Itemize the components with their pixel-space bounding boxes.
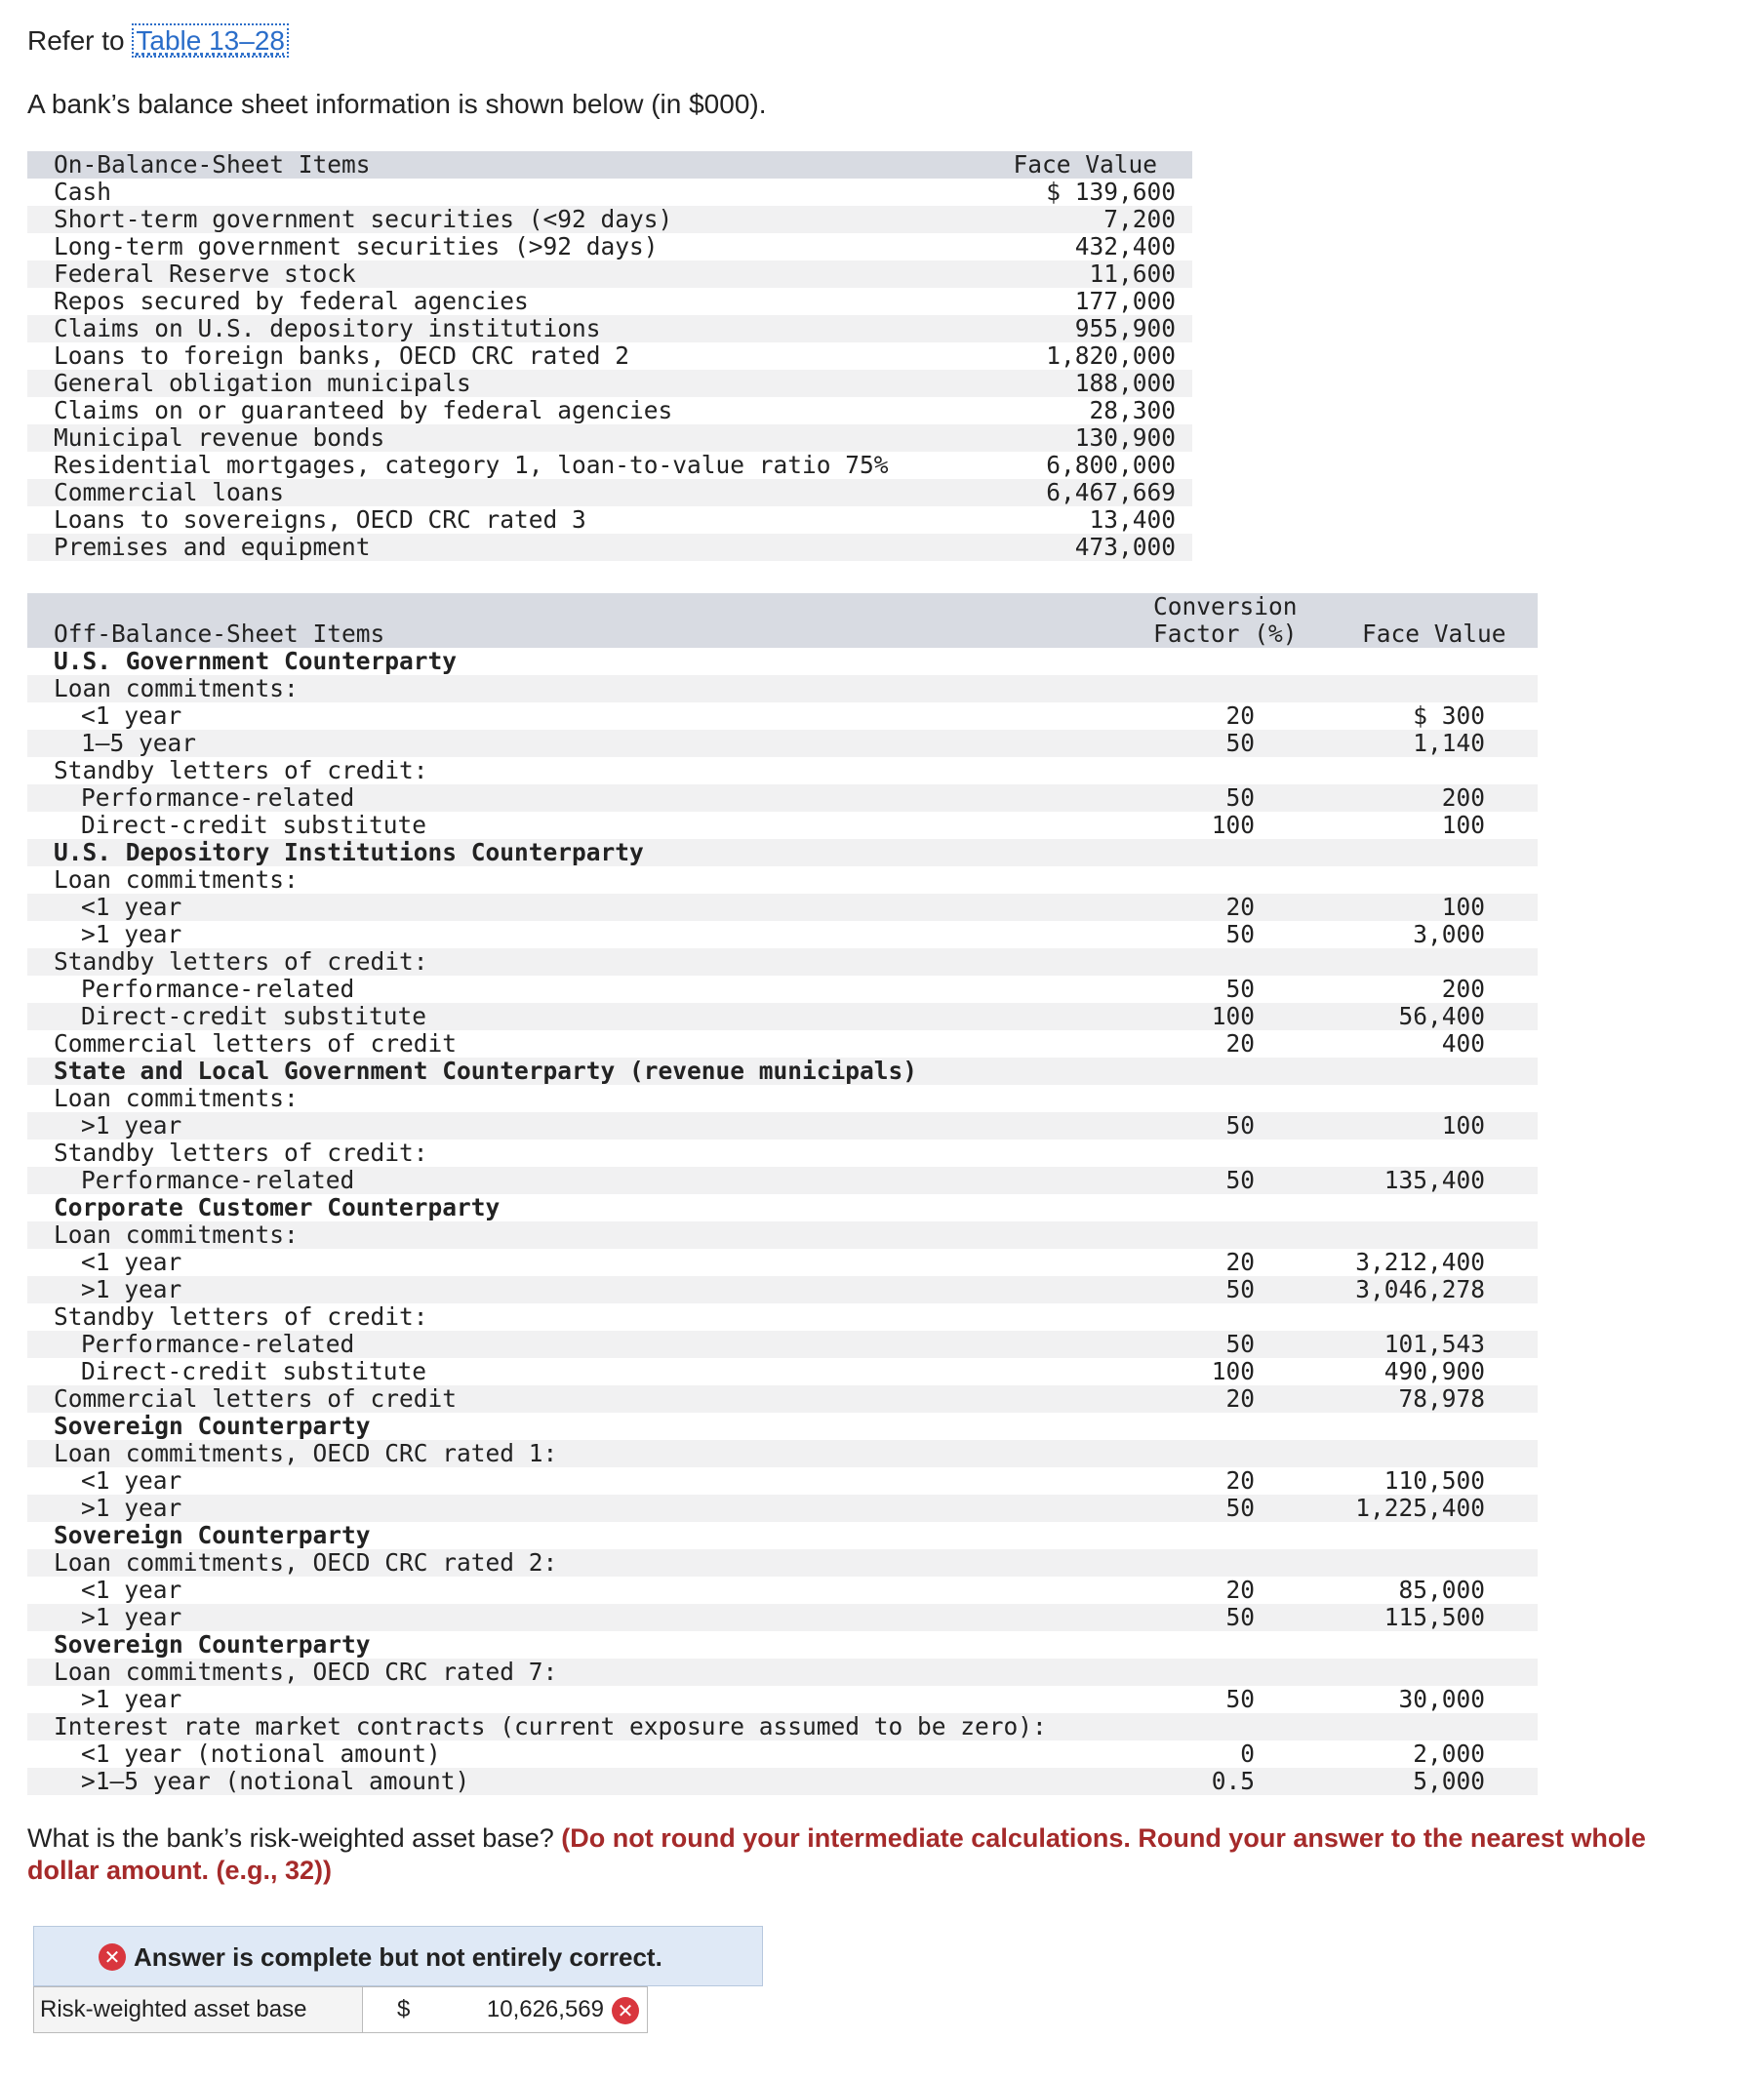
- off-balance-face-value: 1,225,400: [1355, 1494, 1485, 1522]
- off-balance-item-label: Performance-related: [81, 1330, 355, 1358]
- off-balance-item-label: Performance-related: [81, 783, 355, 812]
- off-balance-item-label: U.S. Government Counterparty: [54, 647, 458, 675]
- conversion-factor-header: Conversion Factor (%): [1153, 592, 1298, 648]
- off-balance-face-value: 200: [1441, 975, 1485, 1003]
- conversion-factor-value: 100: [1211, 1357, 1255, 1385]
- conversion-factor-value: 50: [1225, 1275, 1255, 1303]
- off-balance-row: [27, 812, 1538, 839]
- answer-label: Risk-weighted asset base: [33, 1986, 363, 2033]
- off-balance-item-label: Standby letters of credit:: [54, 1139, 428, 1167]
- off-balance-item-label: Loan commitments:: [54, 865, 299, 894]
- conversion-factor-value: 0.5: [1211, 1767, 1255, 1795]
- off-balance-face-value: $ 300: [1413, 701, 1485, 730]
- off-balance-item-label: >1 year: [81, 1603, 182, 1631]
- off-balance-item-label: Standby letters of credit:: [54, 756, 428, 784]
- off-balance-item-label: State and Local Government Counterparty (revenue municipals): [54, 1057, 918, 1085]
- off-balance-face-value: 100: [1441, 811, 1485, 839]
- off-balance-item-label: <1 year: [81, 1248, 182, 1276]
- off-balance-face-value-header: Face Value: [1362, 620, 1506, 648]
- off-balance-item-label: <1 year: [81, 1466, 182, 1495]
- off-balance-item-label: Direct-credit substitute: [81, 811, 427, 839]
- off-balance-row: [27, 1358, 1538, 1385]
- off-balance-row: [27, 921, 1538, 948]
- conversion-factor-value: 20: [1225, 893, 1255, 921]
- off-balance-row: [27, 1740, 1538, 1768]
- off-balance-face-value: 135,400: [1383, 1166, 1485, 1194]
- off-balance-row: [27, 702, 1538, 730]
- on-balance-item-label: Loans to sovereigns, OECD CRC rated 3: [54, 505, 586, 534]
- off-balance-face-value: 78,978: [1398, 1384, 1485, 1413]
- off-balance-item-label: Loan commitments, OECD CRC rated 1:: [54, 1439, 558, 1467]
- off-balance-section-heading: [27, 1522, 1538, 1549]
- off-balance-row: [27, 1276, 1538, 1303]
- on-balance-item-label: Commercial loans: [54, 478, 285, 506]
- on-balance-item-label: Claims on or guaranteed by federal agencies: [54, 396, 673, 424]
- intro-line: [27, 21, 289, 60]
- on-balance-item-value: 473,000: [1074, 533, 1176, 561]
- on-balance-item-label: Premises and equipment: [54, 533, 371, 561]
- on-balance-header: [27, 151, 1192, 179]
- conversion-factor-value: 20: [1225, 1576, 1255, 1604]
- off-balance-row: [27, 1768, 1538, 1795]
- conversion-factor-value: 20: [1225, 1248, 1255, 1276]
- on-balance-item-label: Residential mortgages, category 1, loan-to-value ratio 75%: [54, 451, 889, 479]
- off-balance-item-label: Commercial letters of credit: [54, 1029, 458, 1058]
- on-balance-row: [27, 233, 1192, 260]
- off-balance-section-heading: [27, 1194, 1538, 1221]
- currency-symbol: $: [397, 1996, 411, 2022]
- on-balance-row: [27, 506, 1192, 534]
- off-balance-section-heading: [27, 648, 1538, 675]
- off-balance-row: [27, 1713, 1538, 1740]
- result-status-text: Answer is complete but not entirely correct.: [134, 1942, 662, 1972]
- off-balance-face-value: 30,000: [1398, 1685, 1485, 1713]
- conversion-factor-value: 100: [1211, 811, 1255, 839]
- off-balance-row: [27, 1112, 1538, 1140]
- conversion-factor-value: 50: [1225, 975, 1255, 1003]
- off-balance-item-label: Standby letters of credit:: [54, 947, 428, 976]
- on-balance-item-value: 177,000: [1074, 287, 1176, 315]
- off-balance-face-value: 3,046,278: [1355, 1275, 1485, 1303]
- off-balance-section-heading: [27, 839, 1538, 866]
- on-balance-row: [27, 397, 1192, 424]
- on-balance-item-label: Cash: [54, 178, 112, 206]
- on-balance-row: [27, 452, 1192, 479]
- conversion-factor-value: 50: [1225, 729, 1255, 757]
- off-balance-item-label: Performance-related: [81, 1166, 355, 1194]
- off-balance-item-label: Corporate Customer Counterparty: [54, 1193, 501, 1221]
- on-balance-item-value: 1,820,000: [1046, 341, 1176, 370]
- off-balance-row: [27, 1577, 1538, 1604]
- conversion-factor-value: 50: [1225, 1166, 1255, 1194]
- off-balance-item-label: >1 year: [81, 1275, 182, 1303]
- off-balance-item-label: <1 year: [81, 1576, 182, 1604]
- on-balance-item-label: Federal Reserve stock: [54, 260, 356, 288]
- off-balance-face-value: 3,212,400: [1355, 1248, 1485, 1276]
- off-balance-item-label: Loan commitments:: [54, 674, 299, 702]
- off-balance-item-label: >1 year: [81, 1111, 182, 1140]
- incorrect-icon: ✕: [612, 1997, 639, 2024]
- off-balance-face-value: 100: [1441, 893, 1485, 921]
- on-balance-table: [27, 151, 1192, 561]
- on-balance-item-label: Repos secured by federal agencies: [54, 287, 529, 315]
- off-balance-row: [27, 976, 1538, 1003]
- off-balance-item-label: <1 year: [81, 701, 182, 730]
- off-balance-item-label: >1 year: [81, 1685, 182, 1713]
- on-balance-row: [27, 315, 1192, 342]
- on-balance-item-value: 188,000: [1074, 369, 1176, 397]
- intro-prefix: Refer to: [27, 25, 133, 56]
- on-balance-row: [27, 534, 1192, 561]
- off-balance-item-label: Direct-credit substitute: [81, 1002, 427, 1030]
- on-balance-item-label: Long-term government securities (>92 days): [54, 232, 659, 260]
- off-balance-row: [27, 1467, 1538, 1495]
- off-balance-item-label: <1 year: [81, 893, 182, 921]
- off-balance-face-value: 115,500: [1383, 1603, 1485, 1631]
- conversion-factor-value: 50: [1225, 1494, 1255, 1522]
- on-balance-header-label: On-Balance-Sheet Items: [54, 150, 371, 179]
- on-balance-item-value: 130,900: [1074, 423, 1176, 452]
- conversion-factor-value: 50: [1225, 1685, 1255, 1713]
- on-balance-item-label: Short-term government securities (<92 days): [54, 205, 673, 233]
- answer-value: 10,626,569: [486, 1996, 604, 2022]
- off-balance-row: [27, 1331, 1538, 1358]
- off-balance-item-label: Loan commitments, OECD CRC rated 7:: [54, 1658, 558, 1686]
- off-balance-item-label: Sovereign Counterparty: [54, 1412, 371, 1440]
- off-balance-face-value: 100: [1441, 1111, 1485, 1140]
- off-balance-row: [27, 1030, 1538, 1058]
- x-circle-icon: ✕: [99, 1943, 126, 1971]
- on-balance-row: [27, 424, 1192, 452]
- on-balance-item-label: General obligation municipals: [54, 369, 471, 397]
- off-balance-face-value: 56,400: [1398, 1002, 1485, 1030]
- off-balance-row: [27, 1221, 1538, 1249]
- off-balance-row: [27, 1167, 1538, 1194]
- on-balance-item-value: 7,200: [1103, 205, 1176, 233]
- conversion-factor-value: 50: [1225, 920, 1255, 948]
- off-balance-row: [27, 1440, 1538, 1467]
- on-balance-header-value: Face Value: [1013, 150, 1157, 179]
- on-balance-item-label: Loans to foreign banks, OECD CRC rated 2: [54, 341, 630, 370]
- off-balance-row: [27, 675, 1538, 702]
- subtitle: A bank’s balance sheet information is shown below (in $000).: [27, 89, 767, 119]
- result-status-banner: [33, 1926, 763, 1986]
- off-balance-item-label: >1–5 year (notional amount): [81, 1767, 470, 1795]
- off-balance-row: [27, 1303, 1538, 1331]
- on-balance-item-value: 13,400: [1089, 505, 1176, 534]
- conversion-factor-value: 20: [1225, 1466, 1255, 1495]
- off-balance-face-value: 85,000: [1398, 1576, 1485, 1604]
- off-balance-face-value: 200: [1441, 783, 1485, 812]
- off-balance-face-value: 3,000: [1413, 920, 1485, 948]
- on-balance-item-value: 432,400: [1074, 232, 1176, 260]
- answer-input[interactable]: [363, 1986, 648, 2033]
- off-balance-item-label: Commercial letters of credit: [54, 1384, 458, 1413]
- off-balance-face-value: 1,140: [1413, 729, 1485, 757]
- off-balance-row: [27, 1085, 1538, 1112]
- conversion-factor-value: 100: [1211, 1002, 1255, 1030]
- off-balance-item-label: Loan commitments:: [54, 1220, 299, 1249]
- off-balance-row: [27, 894, 1538, 921]
- off-balance-row: [27, 1495, 1538, 1522]
- off-balance-face-value: 5,000: [1413, 1767, 1485, 1795]
- on-balance-item-value: 11,600: [1089, 260, 1176, 288]
- conversion-factor-value: 50: [1225, 1603, 1255, 1631]
- question-text: What is the bank’s risk-weighted asset base?: [27, 1823, 562, 1853]
- off-balance-section-heading: [27, 1631, 1538, 1659]
- off-balance-row: [27, 1549, 1538, 1577]
- on-balance-row: [27, 370, 1192, 397]
- conversion-factor-value: 0: [1240, 1740, 1255, 1768]
- on-balance-row: [27, 288, 1192, 315]
- off-balance-item-label: >1 year: [81, 1494, 182, 1522]
- off-balance-row: [27, 784, 1538, 812]
- off-balance-row: [27, 730, 1538, 757]
- off-balance-item-label: Loan commitments:: [54, 1084, 299, 1112]
- on-balance-item-value: 6,800,000: [1046, 451, 1176, 479]
- off-balance-item-label: U.S. Depository Institutions Counterparty: [54, 838, 644, 866]
- off-balance-row: [27, 1385, 1538, 1413]
- off-balance-face-value: 110,500: [1383, 1466, 1485, 1495]
- table-link[interactable]: Table 13–28: [132, 23, 289, 58]
- off-balance-row: [27, 1659, 1538, 1686]
- on-balance-item-value: 955,900: [1074, 314, 1176, 342]
- question-instruction: (Do not round your intermediate calculations. Round your answer to the nearest whole dollar amount. (e.g., 32)): [27, 1823, 1646, 1885]
- on-balance-item-value: 28,300: [1089, 396, 1176, 424]
- on-balance-item-value: 6,467,669: [1046, 478, 1176, 506]
- off-balance-table: [27, 593, 1538, 1795]
- off-balance-item-label: Sovereign Counterparty: [54, 1521, 371, 1549]
- conversion-factor-value: 20: [1225, 1029, 1255, 1058]
- conversion-factor-value: 50: [1225, 1111, 1255, 1140]
- conversion-factor-value: 50: [1225, 1330, 1255, 1358]
- off-balance-item-label: Loan commitments, OECD CRC rated 2:: [54, 1548, 558, 1577]
- conversion-factor-value: 20: [1225, 701, 1255, 730]
- answer-row: [33, 1986, 634, 2033]
- off-balance-row: [27, 1003, 1538, 1030]
- on-balance-row: [27, 342, 1192, 370]
- off-balance-row: [27, 866, 1538, 894]
- off-balance-section-heading: [27, 1058, 1538, 1085]
- off-balance-row: [27, 1604, 1538, 1631]
- conversion-factor-value: 20: [1225, 1384, 1255, 1413]
- off-balance-face-value: 101,543: [1383, 1330, 1485, 1358]
- on-balance-row: [27, 479, 1192, 506]
- off-balance-header-label: Off-Balance-Sheet Items: [54, 620, 385, 648]
- on-balance-item-label: Municipal revenue bonds: [54, 423, 385, 452]
- off-balance-face-value: 490,900: [1383, 1357, 1485, 1385]
- on-balance-item-value: $ 139,600: [1046, 178, 1176, 206]
- on-balance-row: [27, 206, 1192, 233]
- off-balance-face-value: 400: [1441, 1029, 1485, 1058]
- question: [27, 1822, 1705, 1887]
- off-balance-item-label: >1 year: [81, 920, 182, 948]
- off-balance-row: [27, 757, 1538, 784]
- on-balance-row: [27, 260, 1192, 288]
- off-balance-item-label: 1–5 year: [81, 729, 197, 757]
- off-balance-item-label: Standby letters of credit:: [54, 1302, 428, 1331]
- off-balance-row: [27, 948, 1538, 976]
- conversion-factor-value: 50: [1225, 783, 1255, 812]
- off-balance-header: [27, 593, 1538, 648]
- on-balance-item-label: Claims on U.S. depository institutions: [54, 314, 601, 342]
- off-balance-item-label: Interest rate market contracts (current exposure assumed to be zero):: [54, 1712, 1047, 1740]
- off-balance-face-value: 2,000: [1413, 1740, 1485, 1768]
- on-balance-row: [27, 179, 1192, 206]
- off-balance-section-heading: [27, 1413, 1538, 1440]
- off-balance-row: [27, 1686, 1538, 1713]
- off-balance-item-label: <1 year (notional amount): [81, 1740, 441, 1768]
- off-balance-item-label: Performance-related: [81, 975, 355, 1003]
- off-balance-item-label: Direct-credit substitute: [81, 1357, 427, 1385]
- off-balance-row: [27, 1140, 1538, 1167]
- off-balance-item-label: Sovereign Counterparty: [54, 1630, 371, 1659]
- off-balance-row: [27, 1249, 1538, 1276]
